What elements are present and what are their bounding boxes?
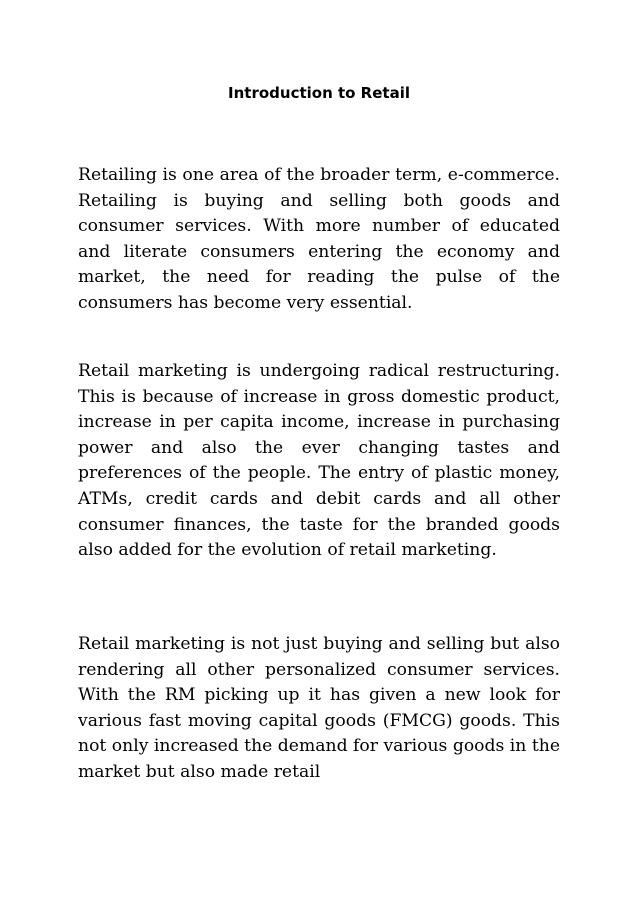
document-title: Introduction to Retail <box>228 84 410 102</box>
paragraph-2: Retail marketing is undergoing radical restructuring. This is because of increase in gross domestic product, increase in per capita income, increase in purchasing power and also the ever changing tastes and preferences of the people. The entry of plastic money, ATMs, credit cards and debit cards and all other consumer finances, the taste for the branded goods also added for the evolution of retail marketing. <box>78 361 560 561</box>
paragraph-1: Retailing is one area of the broader term, e-commerce. Retailing is buying and selling both goods and consumer services. With more number of educated and literate consumers entering the economy and market, the need for reading the pulse of the consumers has become very essential. <box>78 165 560 313</box>
paragraph-3: Retail marketing is not just buying and selling but also rendering all other personalized consumer services. With the RM picking up it has given a new look for various fast moving capital goods (FMCG) goods. This not only increased the demand for various goods in the market but also made retail <box>78 634 560 782</box>
